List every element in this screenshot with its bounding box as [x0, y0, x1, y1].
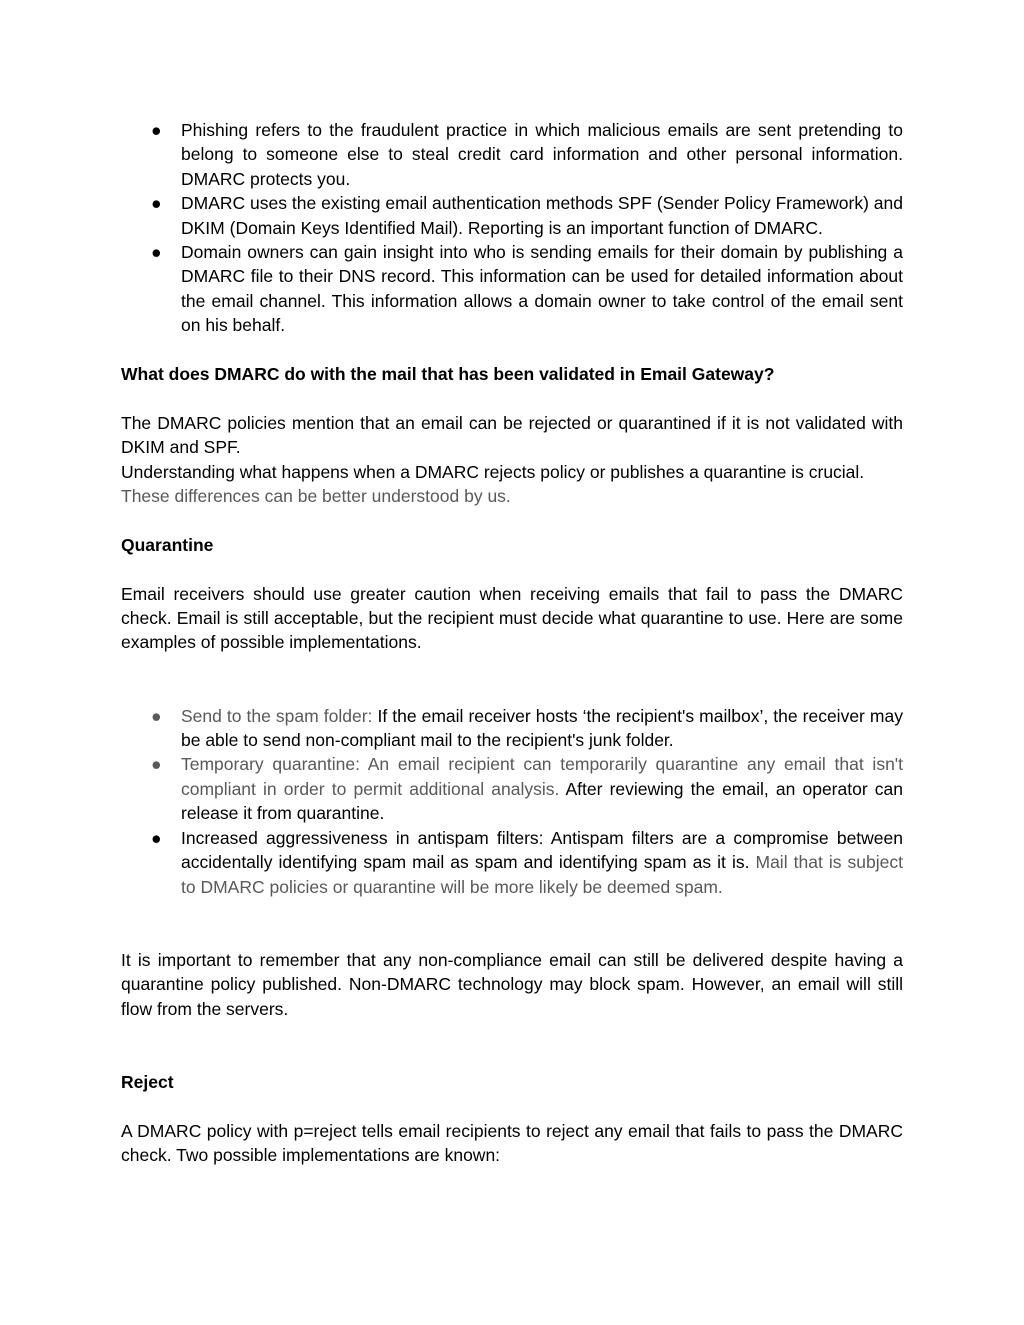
list-item — [121, 118, 903, 191]
paragraph-policies: The DMARC policies mention that an email can be rejected or quarantined if it is not validated with DKIM and SPF. — [121, 412, 903, 458]
paragraph-quarantine-closing: It is important to remember that any non-compliance email can still be delivered despite having a quarantine policy published. Non-DMARC technology may block spam. However, an email will still flow from the servers. — [121, 949, 903, 1019]
bullet-lead-text: Increased aggressiveness in antispam filters: Antispam filters are a compromise between accidentally identifying spam mail as spam and identifying spam as it is. — [181, 827, 903, 873]
bullet-icon: ● — [151, 705, 162, 726]
list-item — [121, 240, 903, 338]
bullet-icon: ● — [151, 242, 162, 263]
list-item — [121, 191, 903, 240]
paragraph-reject-intro: A DMARC policy with p=reject tells email recipients to reject any email that fails to pass the DMARC check. Two possible implementations are known: — [121, 1120, 903, 1165]
section-heading-validation: What does DMARC do with the mail that has been validated in Email Gateway? — [121, 364, 775, 385]
bullet-text: Phishing refers to the fraudulent practice in which malicious emails are sent pretending to belong to someone else to steal credit card information and other personal information. DMARC protects you. — [181, 120, 903, 189]
bullet-text: Domain owners can gain insight into who is sending emails for their domain by publishing a DMARC file to their DNS record. This information can be used for detailed information about the email channel. This information allows a domain owner to take control of the email sent on his behalf. — [181, 242, 903, 336]
bullet-lead-text: Temporary quarantine: An email recipient can temporarily quarantine any email that isn't compliant in order to permit additional analysis. — [181, 754, 903, 799]
section-heading-quarantine: Quarantine — [121, 534, 214, 555]
bullet-icon: ● — [151, 193, 162, 214]
bullet-text: Mail that is subject to DMARC policies or quarantine will be more likely be deemed spam. — [181, 852, 904, 897]
paragraph-differences: These differences can be better understood by us. — [121, 486, 511, 507]
intro-bullet-list — [121, 118, 903, 338]
list-item — [121, 752, 903, 825]
list-item — [121, 704, 903, 753]
bullet-text: If the email receiver hosts ‘the recipient's mailbox’, the receiver may be able to send non-compliant mail to the recipient's junk folder. — [181, 705, 903, 751]
bullet-text: DMARC uses the existing email authentication methods SPF (Sender Policy Framework) and DKIM (Domain Keys Identified Mail). Reporting is an important function of DMARC. — [181, 193, 903, 238]
document-page — [121, 118, 903, 1167]
list-item — [121, 826, 903, 899]
bullet-text: After reviewing the email, an operator can release it from quarantine. — [181, 778, 903, 824]
bullet-icon: ● — [151, 827, 162, 848]
bullet-lead-text: Send to the spam folder: — [181, 705, 378, 726]
section-heading-reject: Reject — [121, 1071, 174, 1092]
bullet-icon: ● — [151, 754, 162, 775]
paragraph-quarantine-intro: Email receivers should use greater caution when receiving emails that fail to pass the DMARC check. Email is still acceptable, but the recipient must decide what quarantine to use. Here are some examples of possible implementations. — [121, 583, 903, 653]
quarantine-bullet-list — [121, 704, 903, 899]
bullet-icon: ● — [151, 120, 162, 140]
paragraph-understanding: Understanding what happens when a DMARC rejects policy or publishes a quarantine is crucial. — [121, 461, 865, 482]
